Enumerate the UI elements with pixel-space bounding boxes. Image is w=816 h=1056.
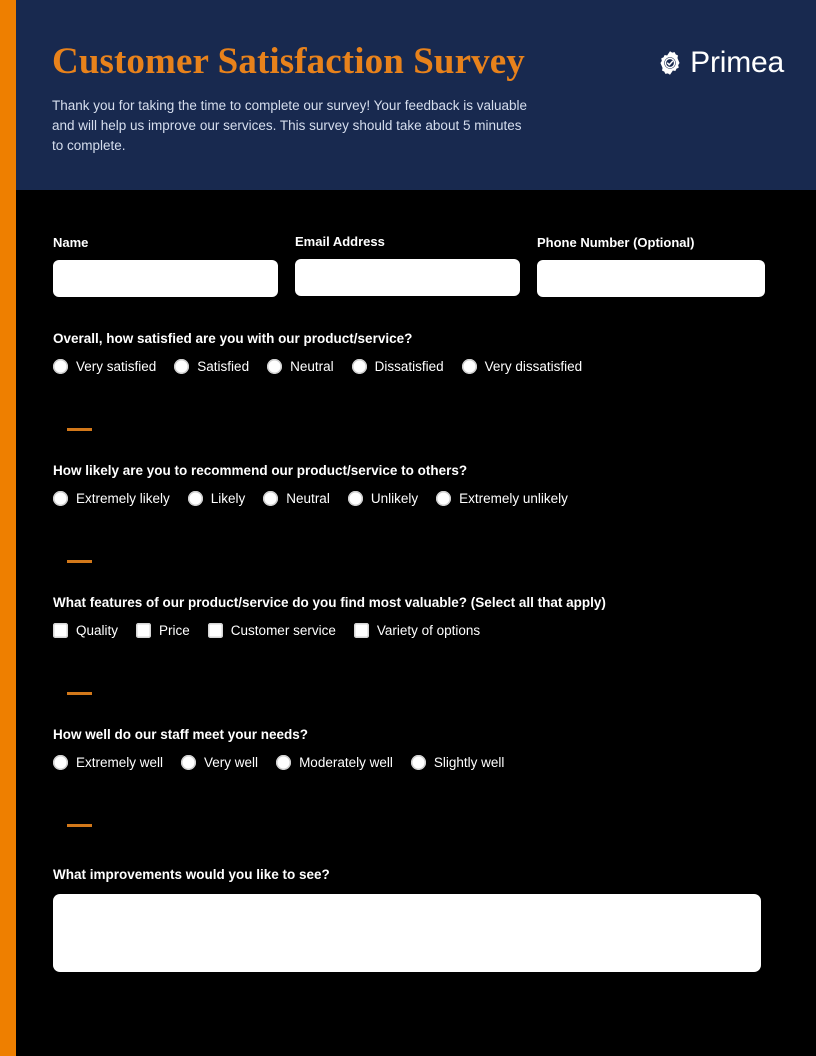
radio-icon[interactable] [174,359,189,374]
question-options [53,490,788,507]
option-variety-of-options[interactable] [354,622,480,639]
radio-icon[interactable] [462,359,477,374]
checkbox-icon[interactable] [354,623,369,638]
option-label: Dissatisfied [374,359,444,374]
checkbox-icon[interactable] [208,623,223,638]
radio-icon[interactable] [181,755,196,770]
survey-body [16,190,816,1056]
question-options [53,622,788,639]
option-unlikely[interactable] [348,490,418,507]
radio-icon[interactable] [53,491,68,506]
option-label: Price [159,623,190,638]
section-divider-4 [67,824,92,827]
left-accent-bar [0,0,16,1056]
option-customer-service[interactable] [208,622,336,639]
radio-icon[interactable] [352,359,367,374]
question-block-2 [53,462,788,507]
option-slightly-well[interactable] [411,754,505,771]
gear-check-icon [657,50,683,76]
option-label: Extremely unlikely [459,491,568,506]
field-phone [537,235,765,297]
question-options [53,754,788,771]
header-subtitle: Thank you for taking the time to complete our survey! Your feedback is valuable and will help us improve our services. This survey should take about 5 minutes to complete. [52,98,528,153]
field-label-phone: Phone Number (Optional) [537,235,695,250]
option-label: Extremely well [76,755,164,770]
option-label: Customer service [230,623,336,638]
question-block-3 [53,594,788,639]
section-divider-2 [67,560,92,563]
option-dissatisfied[interactable] [352,358,444,375]
contact-fields-row [53,226,781,296]
option-label: Slightly well [433,755,505,770]
radio-icon[interactable] [276,755,291,770]
option-very-well[interactable] [181,754,258,771]
option-label: Very dissatisfied [484,359,583,374]
option-label: Unlikely [370,491,419,506]
option-moderately-well[interactable] [276,754,393,771]
option-label: Neutral [286,491,330,506]
option-likely[interactable] [188,490,246,507]
brand-name: Primea [690,46,784,79]
phone-input[interactable] [537,260,765,297]
open-question-block [53,866,763,972]
option-label: Quality [76,623,119,638]
section-divider-1 [67,428,92,431]
option-very-satisfied[interactable] [53,358,156,375]
option-satisfied[interactable] [174,358,249,375]
page-title: Customer Satisfaction Survey [52,41,525,82]
radio-icon[interactable] [267,359,282,374]
option-label: Neutral [290,359,334,374]
option-neutral[interactable] [267,358,334,375]
field-label-email: Email Address [295,234,385,249]
radio-icon[interactable] [411,755,426,770]
question-title: What features of our product/service do you find most valuable? (Select all that apply) [53,595,606,610]
question-title: Overall, how satisfied are you with our product/service? [53,331,413,346]
brand-logo [657,48,784,78]
option-extremely-unlikely[interactable] [436,490,568,507]
question-block-4 [53,726,788,771]
improvements-textarea[interactable] [53,894,761,972]
radio-icon[interactable] [348,491,363,506]
radio-icon[interactable] [188,491,203,506]
option-extremely-well[interactable] [53,754,163,771]
radio-icon[interactable] [53,359,68,374]
radio-icon[interactable] [263,491,278,506]
open-question-title: What improvements would you like to see? [53,867,330,882]
option-neutral[interactable] [263,490,330,507]
option-label: Very well [204,755,259,770]
option-extremely-likely[interactable] [53,490,170,507]
option-label: Variety of options [376,623,481,638]
field-label-name: Name [53,235,89,250]
email-input[interactable] [295,259,520,296]
radio-icon[interactable] [436,491,451,506]
option-label: Extremely likely [76,491,170,506]
checkbox-icon[interactable] [53,623,68,638]
section-divider-3 [67,692,92,695]
name-input[interactable] [53,260,278,297]
page-header [16,0,816,190]
radio-icon[interactable] [53,755,68,770]
question-options [53,358,788,375]
question-title: How likely are you to recommend our product/service to others? [53,463,468,478]
option-quality[interactable] [53,622,118,639]
question-block-1 [53,330,788,375]
option-label: Very satisfied [76,359,157,374]
field-email [295,234,520,296]
checkbox-icon[interactable] [136,623,151,638]
option-very-dissatisfied[interactable] [462,358,583,375]
option-label: Moderately well [299,755,393,770]
option-price[interactable] [136,622,190,639]
option-label: Satisfied [197,359,250,374]
question-title: How well do our staff meet your needs? [53,727,309,742]
field-name [53,235,278,297]
option-label: Likely [210,491,246,506]
